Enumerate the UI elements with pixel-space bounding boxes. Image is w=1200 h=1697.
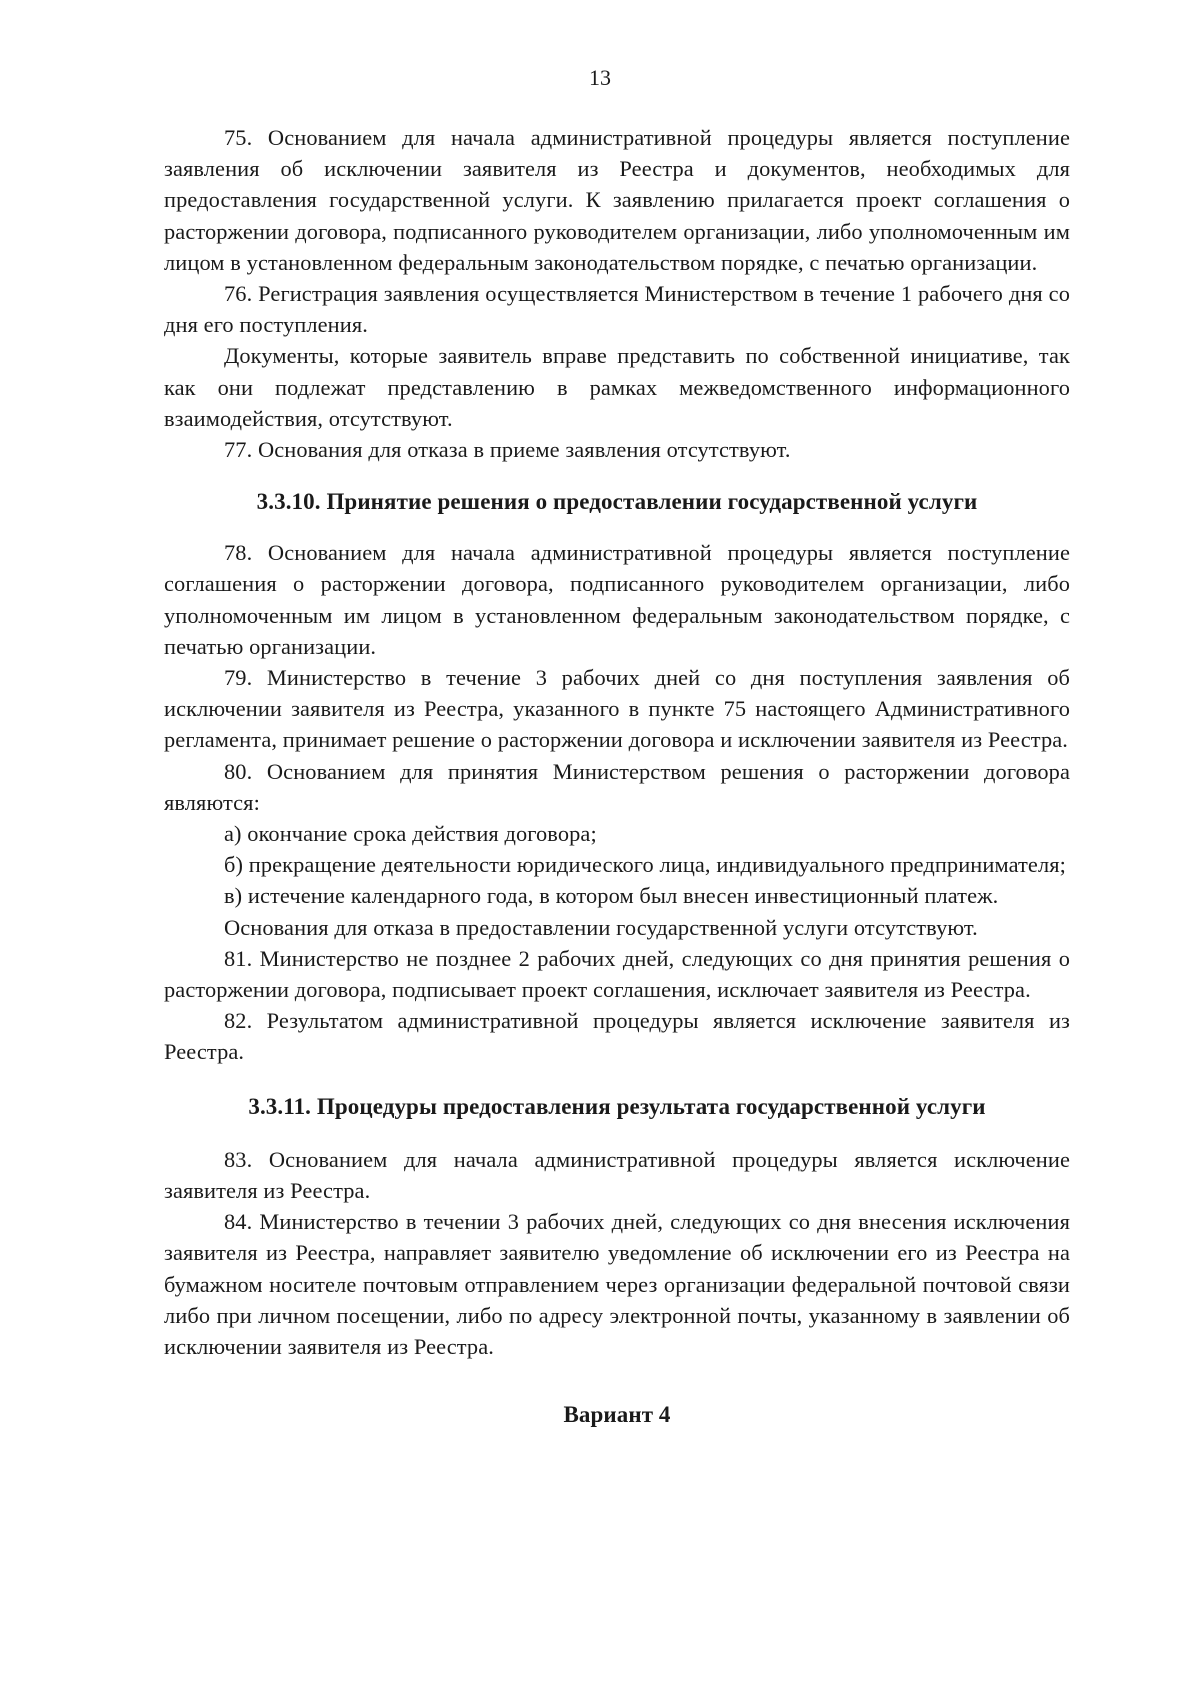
list-item-v: в) истечение календарного года, в котором был внесен инвестиционный платеж. <box>224 883 999 909</box>
paragraph-documents: Документы, которые заявитель вправе представить по собственной инициативе, так как они подлежат представлению в рамках межведомственного информационного взаимодействия, отсутствуют. <box>164 343 1070 431</box>
paragraph-84: 84. Министерство в течении 3 рабочих дней, следующих со дня внесения исключения заявителя из Реестра, направляет заявителю уведомление об исключении его из Реестра на бумажном носителе почтовым отправлением через организации федеральной почтовой связи либо при личном посещении, либо по адресу электронной почты, указанному в заявлении об исключении заявителя из Реестра. <box>164 1209 1070 1359</box>
paragraph-refusal: Основания для отказа в предоставлении государственной услуги отсутствуют. <box>224 914 978 940</box>
paragraph-77: 77. Основания для отказа в приеме заявления отсутствуют. <box>224 437 791 463</box>
list-item-a: а) окончание срока действия договора; <box>224 821 597 847</box>
page-number: 13 <box>589 65 611 90</box>
document-body <box>164 122 1070 1430</box>
section-heading-3-3-10: 3.3.10. Принятие решения о предоставлении государственной услуги <box>256 489 978 515</box>
paragraph-75: 75. Основанием для начала административной процедуры является поступление заявления об исключении заявителя из Реестра и документов, необходимых для предоставления государственной услуги. К заявлению прилагается проект соглашения о расторжении договора, подписанного руководителем организации, либо уполномоченным им лицом в установленном федеральным законодательством порядке, с печатью организации. <box>164 125 1070 275</box>
paragraph-76: 76. Регистрация заявления осуществляется Министерством в течение 1 рабочего дня со дня его поступления. <box>164 281 1070 338</box>
section-heading-3-3-11: 3.3.11. Процедуры предоставления результата государственной услуги <box>248 1093 986 1119</box>
paragraph-83: 83. Основанием для начала административной процедуры является исключение заявителя из Реестра. <box>164 1146 1070 1203</box>
paragraph-79: 79. Министерство в течение 3 рабочих дней со дня поступления заявления об исключении заявителя из Реестра, указанного в пункте 75 настоящего Административного регламента, принимает решение о расторжении договора и исключении заявителя из Реестра. <box>164 665 1070 753</box>
paragraph-78: 78. Основанием для начала административной процедуры является поступление соглашения о расторжении договора, подписанного руководителем организации, либо уполномоченным им лицом в установленном федеральным законодательством порядке, с печатью организации. <box>164 540 1070 659</box>
paragraph-80: 80. Основанием для принятия Министерством решения о расторжении договора являются: <box>164 758 1070 815</box>
paragraph-81: 81. Министерство не позднее 2 рабочих дней, следующих со дня принятия решения о расторжении договора, подписывает проект соглашения, исключает заявителя из Реестра. <box>164 945 1070 1003</box>
variant-heading: Вариант 4 <box>563 1402 671 1428</box>
paragraph-82: 82. Результатом административной процедуры является исключение заявителя из Реестра. <box>164 1008 1070 1065</box>
list-item-b: б) прекращение деятельности юридического лица, индивидуального предпринимателя; <box>224 852 1066 878</box>
